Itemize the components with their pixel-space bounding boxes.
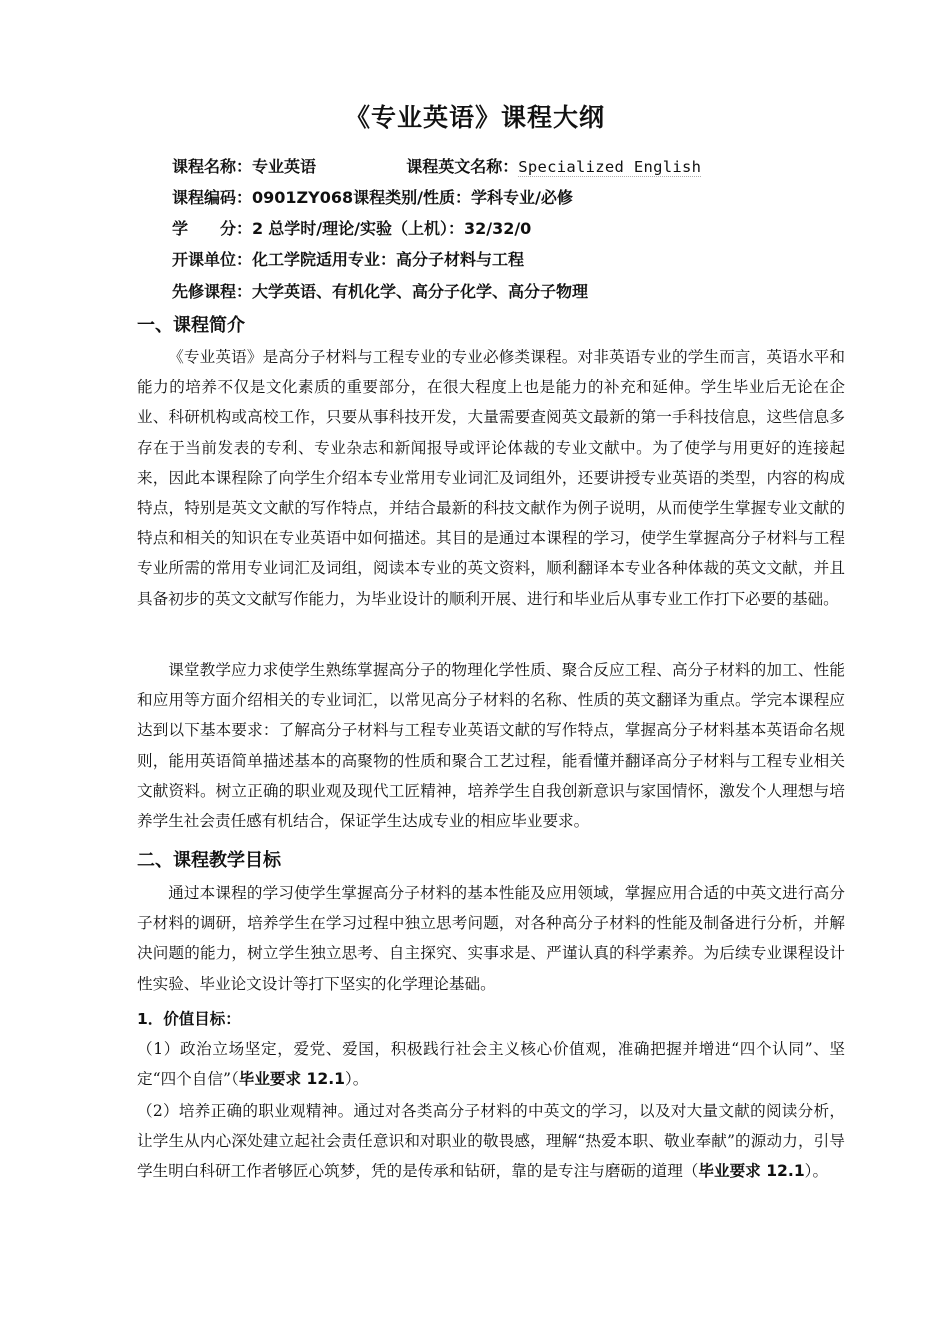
meta-row-dept (172, 247, 524, 270)
value-goal-item-1-text: （1）政治立场坚定，爱党、爱国，积极践行社会主义核心价值观，准确把握并增进“四个认同”、坚定“四个自信”（ (137, 1040, 845, 1089)
prereq-value: 大学英语、有机化学、高分子化学、高分子物理 (252, 282, 589, 301)
value-goal-item-1 (137, 1034, 845, 1094)
subheading-value-goals: 1．价值目标： (137, 1010, 241, 1028)
value-goal-item-1-end: ）。 (345, 1070, 369, 1089)
course-type-value: 学科专业/必修 (471, 188, 573, 207)
course-name-value: 专业英语 (252, 157, 317, 176)
meta-row-credit (172, 216, 531, 239)
value-goal-item-2 (137, 1096, 845, 1187)
course-code-value: 0901ZY068 (252, 188, 354, 207)
section-heading-intro: 一、课程简介 (137, 315, 245, 336)
graduation-requirement-ref: 毕业要求 12.1 (698, 1162, 805, 1181)
course-en-name-value: Specialized English (518, 158, 702, 176)
meta-row-prereq (172, 279, 588, 302)
value-goal-item-2-text: （2）培养正确的职业观精神。通过对各类高分子材料的中英文的学习，以及对大量文献的阅读分析，让学生从内心深处建立起社会责任意识和对职业的敬畏感，理解“热爱本职、敬业奉献”的源动力，引导学生明白科研工作者够匠心筑梦，凭的是传承和钻研，靠的是专注与磨砺的道理（ (137, 1102, 845, 1181)
meta-row-code (172, 185, 573, 208)
objectives-paragraph: 通过本课程的学习使学生掌握高分子材料的基本性能及应用领域，掌握应用合适的中英文进行高分子材料的调研，培养学生在学习过程中独立思考问题，对各种高分子材料的性能及制备进行分析，并解决问题的能力，树立学生独立思考、自主探究、实事求是、严谨认真的科学素养。为后续专业课程设计性实验、毕业论文设计等打下坚实的化学理论基础。 (137, 884, 845, 993)
dept-label: 开课单位： (172, 250, 253, 269)
credit-label: 学 分： (172, 219, 253, 238)
hours-label: 总学时/理论/实验（上机）： (268, 219, 464, 238)
section-heading-objectives: 二、课程教学目标 (137, 850, 281, 871)
dept-value: 化工学院 (252, 250, 317, 269)
course-name-label: 课程名称： (172, 157, 253, 176)
prereq-label: 先修课程： (172, 282, 253, 301)
major-label: 适用专业： (316, 250, 397, 269)
credit-value: 2 (252, 219, 264, 238)
page-title: 《专业英语》课程大纲 (344, 103, 605, 132)
intro-paragraph-2: 课堂教学应力求使学生熟练掌握高分子的物理化学性质、聚合反应工程、高分子材料的加工、性能和应用等方面介绍相关的专业词汇，以常见高分子材料的名称、性质的英文翻译为重点。学完本课程应达到以下基本要求：了解高分子材料与工程专业英语文献的写作特点，掌握高分子材料基本英语命名规则，能用英语简单描述基本的高聚物的性质和聚合工艺过程，能看懂并翻译高分子材料与工程专业相关文献资料。树立正确的职业观及现代工匠精神，培养学生自我创新意识与家国情怀，激发个人理想与培养学生社会责任感有机结合，保证学生达成专业的相应毕业要求。 (137, 661, 845, 831)
intro-paragraph-1: 《专业英语》是高分子材料与工程专业的专业必修类课程。对非英语专业的学生而言，英语水平和能力的培养不仅是文化素质的重要部分，在很大程度上也是能力的补充和延伸。学生毕业后无论在企业、科研机构或高校工作，只要从事科技开发，大量需要查阅英文最新的第一手科技信息，这些信息多存在于当前发表的专利、专业杂志和新闻报导或评论体裁的专业文献中。为了使学与用更好的连接起来，因此本课程除了向学生介绍本专业常用专业词汇及词组外，还要讲授专业英语的类型，内容的构成特点，特别是英文文献的写作特点，并结合最新的科技文献作为例子说明，从而使学生掌握专业文献的特点和相关的知识在专业英语中如何描述。其目的是通过本课程的学习，使学生掌握高分子材料与工程专业所需的常用专业词汇及词组，阅读本专业的英文资料，顺利翻译本专业各种体裁的英文文献，并且具备初步的英文文献写作能力，为毕业设计的顺利开展、进行和毕业后从事专业工作打下必要的基础。 (137, 348, 845, 608)
meta-row-name (172, 154, 701, 177)
major-value: 高分子材料与工程 (396, 250, 525, 269)
course-type-label: 课程类别/性质： (353, 188, 471, 207)
value-goal-item-2-end: ）。 (804, 1162, 829, 1181)
course-code-label: 课程编码： (172, 188, 253, 207)
hours-value: 32/32/0 (463, 219, 532, 238)
course-en-name-label: 课程英文名称： (406, 157, 519, 176)
graduation-requirement-ref: 毕业要求 12.1 (238, 1070, 345, 1089)
